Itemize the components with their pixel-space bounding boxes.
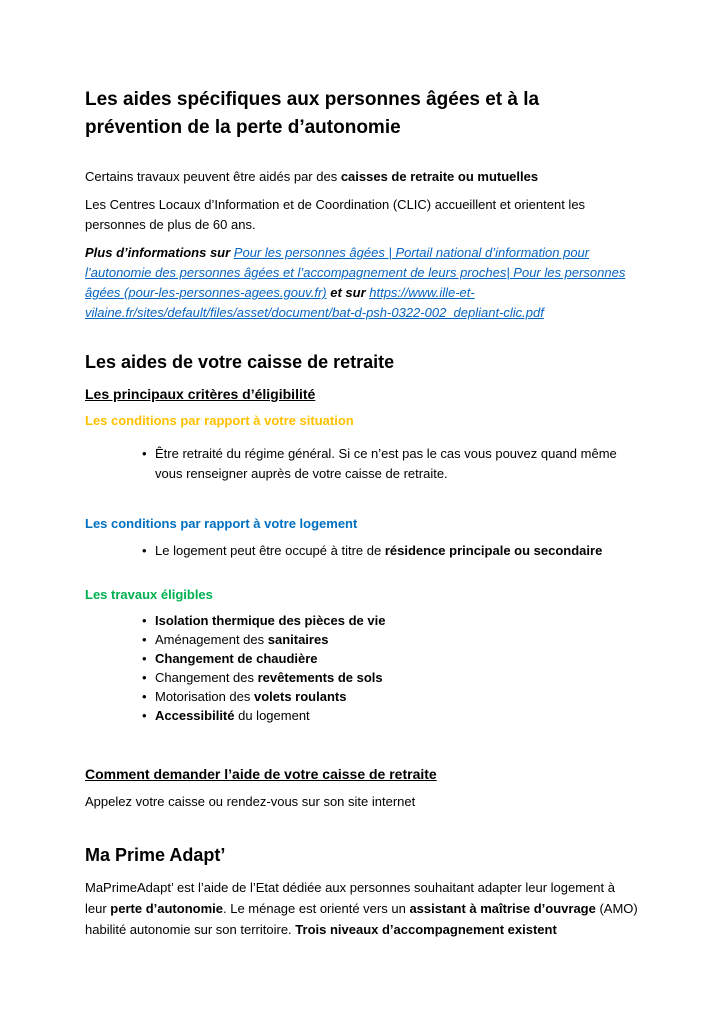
links-prefix: Plus d’informations sur: [85, 245, 234, 260]
links-paragraph: [85, 243, 640, 323]
travaux-item-bold: Isolation thermique des pièces de vie: [155, 613, 386, 628]
mpa-text-1: MaPrimeAdapt’ est l’aide de l’Etat dédiée aux personnes souhaitant adapter leur logement à leur: [85, 880, 615, 916]
logement-bullet-pre: Le logement peut être occupé à titre de: [155, 543, 385, 558]
links-middle: et sur: [326, 285, 370, 300]
travaux-bullet-list: [85, 611, 640, 725]
situation-heading: Les conditions par rapport à votre situation: [85, 413, 354, 428]
travaux-heading: Les travaux éligibles: [85, 587, 213, 602]
logement-heading: Les conditions par rapport à votre logement: [85, 516, 358, 531]
situation-bullet-item: [85, 444, 640, 484]
travaux-item-accessibilite: [85, 706, 640, 725]
mpa-bold-1: perte d’autonomie: [110, 901, 223, 916]
travaux-item-pre: Motorisation des: [155, 689, 254, 704]
intro-paragraph-2: Les Centres Locaux d’Information et de Coordination (CLIC) accueillent et orientent les personnes de plus de 60 ans.: [85, 197, 586, 232]
mpa-text-2: . Le ménage est orienté vers un: [222, 901, 410, 916]
situation-bullet-list: [85, 444, 640, 484]
portal-autonomie-link[interactable]: Pour les personnes âgées | Portail national d’information pour l’autonomie des personnes âgées et l’accompagnement de leurs proches| Pour les personnes âgées (pour-les-personnes-agees.gouv.fr): [85, 245, 626, 300]
travaux-item-chaudiere: [85, 649, 640, 668]
intro-p1-text: Certains travaux peuvent être aidés par des: [85, 169, 341, 184]
logement-bullet-bold: résidence principale ou secondaire: [384, 543, 603, 558]
mpa-bold-3: Trois niveaux d’accompagnement existent: [295, 922, 557, 937]
travaux-item-pre: Changement des: [155, 670, 258, 685]
travaux-item-bold: Accessibilité: [155, 708, 235, 723]
how-to-ask-text: Appelez votre caisse ou rendez-vous sur son site internet: [85, 794, 416, 809]
document-title: Les aides spécifiques aux personnes âgées et à la prévention de la perte d’autonomie: [85, 89, 540, 138]
criteria-heading: Les principaux critères d’éligibilité: [85, 386, 316, 402]
mpa-bold-2: assistant à maîtrise d’ouvrage: [409, 901, 596, 916]
travaux-item-bold: sanitaires: [267, 632, 329, 647]
ille-et-vilaine-pdf-link[interactable]: https://www.ille-et-vilaine.fr/sites/default/files/asset/document/bat-d-psh-0322-002_depliant-clic.pdf: [85, 285, 544, 320]
logement-bullet-list: [85, 541, 640, 561]
intro-p1-bold: caisses de retraite ou mutuelles: [340, 169, 539, 184]
travaux-item-sols: [85, 668, 640, 687]
travaux-item-bold: revêtements de sols: [257, 670, 383, 685]
logement-bullet-item: [85, 541, 640, 561]
intro-paragraph-1: [85, 167, 640, 187]
travaux-item-bold: volets roulants: [254, 689, 347, 704]
travaux-item-post: du logement: [234, 708, 310, 723]
mpa-text-3: (AMO) habilité autonomie sur son territoire.: [85, 901, 638, 937]
travaux-item-volets: [85, 687, 640, 706]
travaux-item-isolation: [85, 611, 640, 630]
situation-bullet-text: Être retraité du régime général. Si ce n’est pas le cas vous pouvez quand même vous renseigner auprès de votre caisse de retraite.: [155, 446, 617, 481]
section-heading-ma-prime-adapt: Ma Prime Adapt’: [85, 845, 226, 865]
how-to-ask-heading: Comment demander l’aide de votre caisse de retraite: [85, 766, 437, 782]
travaux-item-bold: Changement de chaudière: [155, 651, 318, 666]
travaux-item-sanitaires: [85, 630, 640, 649]
travaux-item-pre: Aménagement des: [155, 632, 268, 647]
ma-prime-adapt-paragraph: [85, 877, 640, 940]
section-heading-caisse-retraite: Les aides de votre caisse de retraite: [85, 352, 395, 372]
